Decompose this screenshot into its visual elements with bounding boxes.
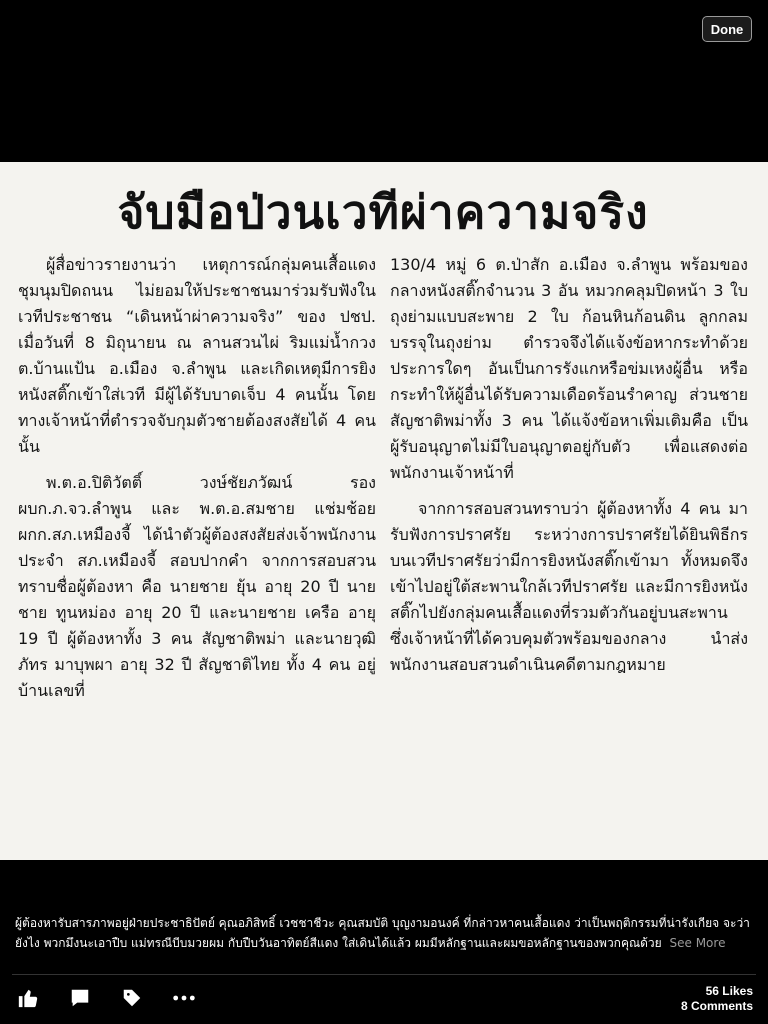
article-headline: จับมือป่วนเวทีผ่าความจริง <box>117 185 649 239</box>
tag-icon[interactable] <box>120 986 144 1010</box>
like-icon[interactable] <box>16 986 40 1010</box>
article-right-column <box>390 252 748 714</box>
article-left-column <box>18 252 376 714</box>
likes-count[interactable]: 56 Likes <box>705 984 753 998</box>
caption-text: ผู้ต้องหารับสารภาพอยู่ฝ่ายประชาธิปัตย์ คุณอภิสิทธิ์ เวชชาชีวะ คุณสมบัติ บุญงามอนงค์ ที่กล่าวหาคนเสื้อแดง ว่าเป็นพฤติกรรมที่น่ารังเกียจ จะว่ายังไง พวกมึงนะเอาปืบ แม่ทรณีบีบมวยผม กับปืบวันอาทิตย์สีแดง ใส่เดินได้แล้ว ผมมีหลักฐานและผมขอหลักฐานของพวกคุณด้วย <box>15 916 750 950</box>
done-button[interactable]: Done <box>702 16 752 42</box>
article-columns <box>18 252 748 714</box>
engagement-stats <box>681 984 753 1014</box>
comments-count[interactable]: 8 Comments <box>680 999 753 1013</box>
photo-caption <box>15 913 755 953</box>
article-paragraph: 130/4 หมู่ 6 ต.ป่าสัก อ.เมือง จ.ลำพูน พร้อมของกลางหนังสติ๊กจำนวน 3 อัน หมวกคลุมปิดหน้า 3 ใบ ถุงย่ามแบบสะพาย 2 ใบ ก้อนหินก้อนดิน ลูกกลม บรรจุในถุงย่าม ตำรวจจึงได้แจ้งข้อหากระทำด้วยประการใดๆ อันเป็นการรังแกหรือข่มเหงผู้อื่น หรือกระทำให้ผู้อื่นได้รับความเดือดร้อนรำคาญ ส่วนชายสัญชาติพม่าทั้ง 3 คน ได้แจ้งข้อหาเพิ่มเติมคือ เป็นผู้รับอนุญาตไม่มีใบอนุญาตอยู่กับตัว เพื่อแสดงต่อพนักงานเจ้าหน้าที่ <box>390 255 748 482</box>
newspaper-photo[interactable] <box>0 162 768 860</box>
article-paragraph: ผู้สื่อข่าวรายงานว่า เหตุการณ์กลุ่มคนเสื้อแดงชุมนุมปิดถนน ไม่ยอมให้ประชาชนมาร่วมรับฟังในเวทีประชาชน “เดินหน้าผ่าความจริง” ของ ปชป. เมื่อวันที่ 8 มิถุนายน ณ ลานสวนไผ่ ริมแม่น้ำกวง ต.บ้านแป้น อ.เมือง จ.ลำพูน และเกิดเหตุมีการยิงหนังสติ๊กเข้าใส่เวที มีผู้ได้รับบาดเจ็บ 4 คนนั้น โดยทางเจ้าหน้าที่ตำรวจจับกุมตัวชายต้องสงสัยได้ 4 คน นั้น <box>18 255 376 456</box>
comment-icon[interactable] <box>68 986 92 1010</box>
see-more-link[interactable]: See More <box>669 936 726 950</box>
article-paragraph: จากการสอบสวนทราบว่า ผู้ต้องหาทั้ง 4 คน มารับฟังการปราศรัย ระหว่างการปราศรัยได้ยินพิธีกรบนเวทีปราศรัยว่ามีการยิงหนังสติ๊กเข้ามา ทั้งหมดจึงเข้าไปอยู่ใต้สะพานใกล้เวทีปราศรัย และมีการยิงหนังสติ๊กไปยังกลุ่มคนเสื้อแดงที่รวมตัวกันอยู่บนสะพาน ซึ่งเจ้าหน้าที่ได้ควบคุมตัวพร้อมของกลาง นำส่งพนักงานสอบสวนดำเนินคดีตามกฎหมาย <box>390 499 748 674</box>
divider <box>12 974 756 975</box>
more-icon[interactable] <box>172 986 196 1010</box>
action-bar <box>16 986 196 1010</box>
article-paragraph: พ.ต.อ.ปิติวัตติ์ วงษ์ชัยภวัฒน์ รอง ผบก.ภ.จว.ลำพูน และ พ.ต.อ.สมชาย แช่มช้อย ผกก.สภ.เหมืองจี้ ได้นำตัวผู้ต้องสงสัยส่งเจ้าพนักงานประจำ สภ.เหมืองจี้ สอบปากคำ จากการสอบสวน ทราบชื่อผู้ต้องหา คือ นายชาย ยุ้น อายุ 20 ปี นายชาย ทูนหม่อง อายุ 20 ปี และนายชาย เครือ อายุ 19 ปี ผู้ต้องหาทั้ง 3 คน สัญชาติพม่า และนายวุฒิภัทร มาบุพผา อายุ 32 ปี สัญชาติไทย ทั้ง 4 คน อยู่บ้านเลขที่ <box>18 473 377 700</box>
